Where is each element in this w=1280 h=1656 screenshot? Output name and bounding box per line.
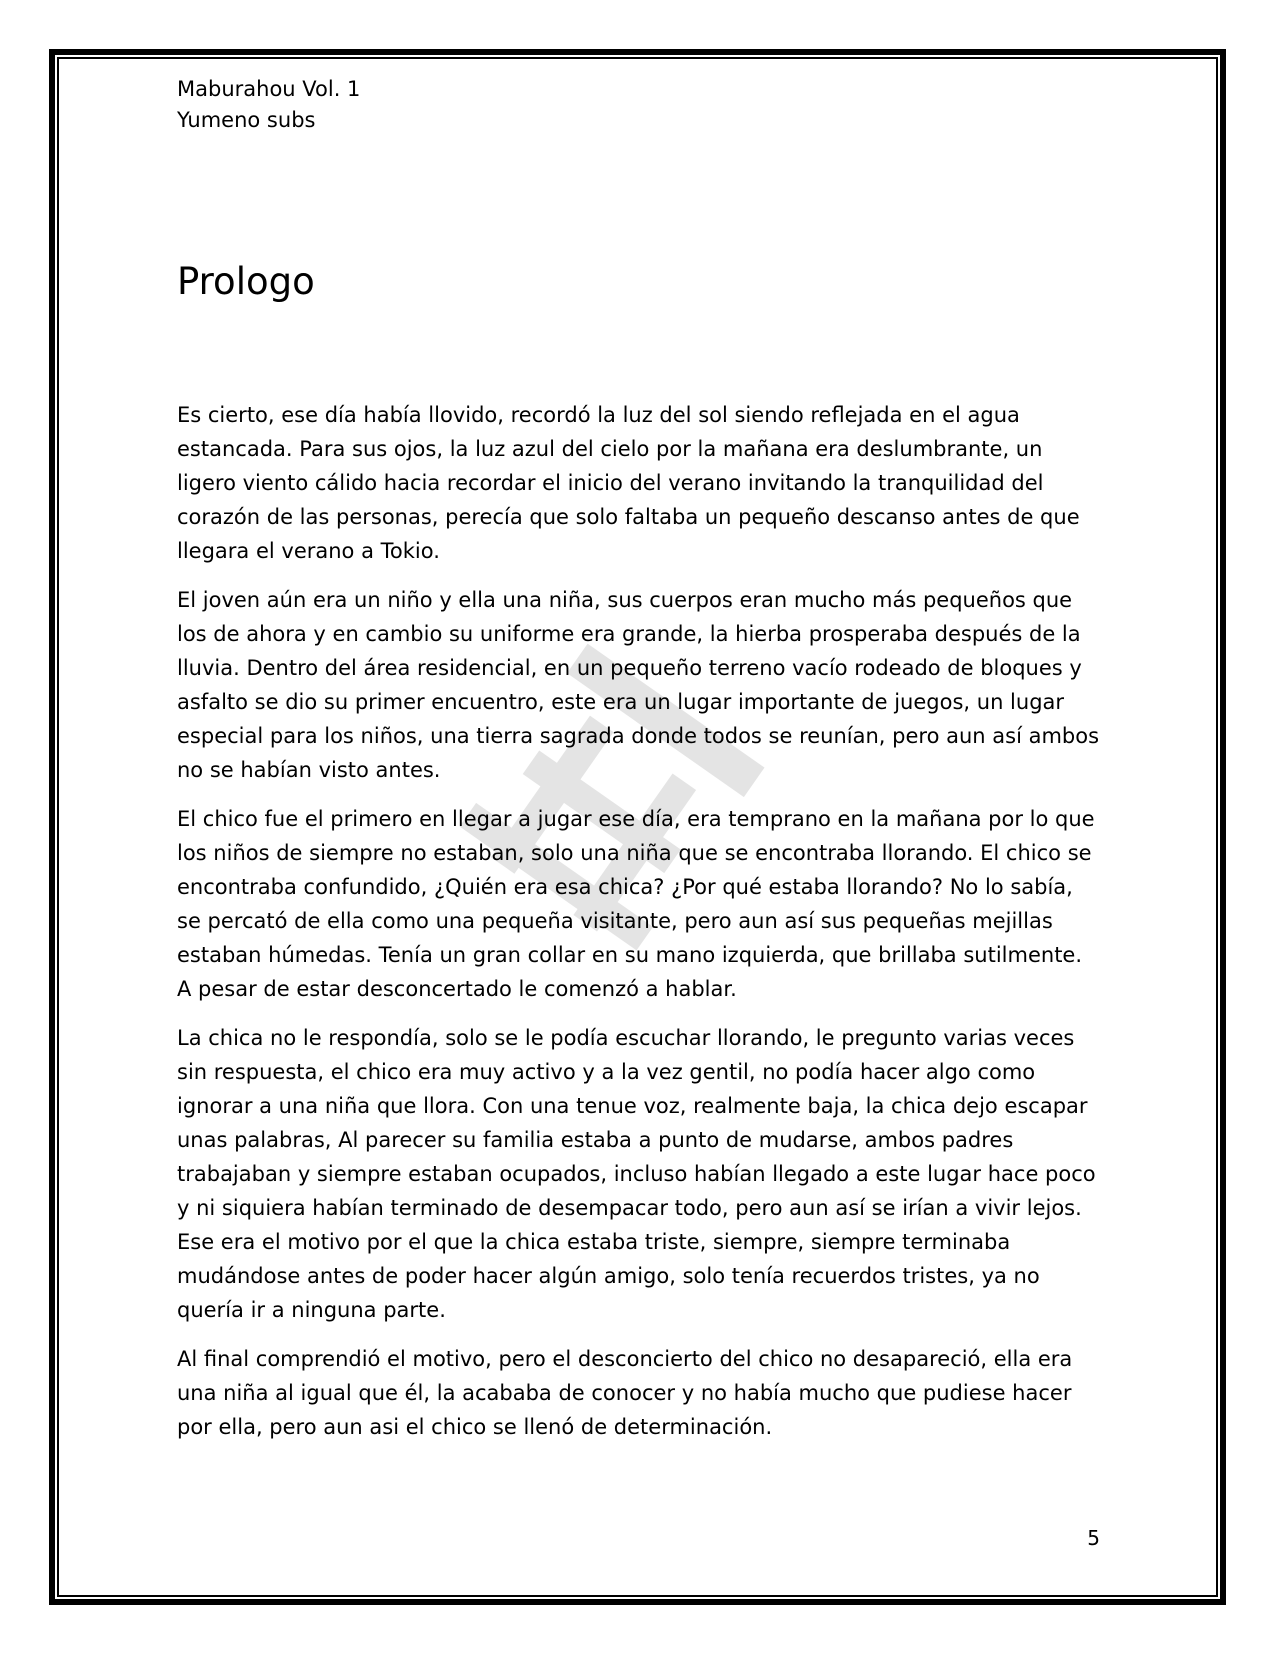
header-book-title: Maburahou Vol. 1 — [177, 77, 361, 101]
chapter-body — [177, 398, 1102, 1459]
page-number: 5 — [1087, 1526, 1100, 1550]
paragraph: Al final comprendió el motivo, pero el desconcierto del chico no desapareció, ella era una niña al igual que él, la acababa de conocer y no había mucho que pudiese hacer por ella, pero aun asi el chico se llenó de determinación. — [177, 1347, 1073, 1439]
paragraph: El joven aún era un niño y ella una niña, sus cuerpos eran mucho más pequeños que los de ahora y en cambio su uniforme era grande, la hierba prosperaba después de la lluvia. Dentro del área residencial, en un pequeño terreno vacío rodeado de bloques y asfalto se dio su primer encuentro, este era un lugar importante de juegos, un lugar especial para los niños, una tierra sagrada donde todos se reunían, pero aun así ambos no se habían visto antes. — [177, 588, 1100, 782]
chapter-title: Prologo — [177, 260, 315, 303]
header-group-name: Yumeno subs — [177, 108, 316, 132]
paragraph: Es cierto, ese día había llovido, recordó la luz del sol siendo reflejada en el agua estancada. Para sus ojos, la luz azul del cielo por la mañana era deslumbrante, un ligero viento cálido hacia recordar el inicio del verano invitando la tranquilidad del corazón de las personas, perecía que solo faltaba un pequeño descanso antes de que llegara el verano a Tokio. — [177, 403, 1080, 563]
paragraph: El chico fue el primero en llegar a jugar ese día, era temprano en la mañana por lo que los niños de siempre no estaban, solo una niña que se encontraba llorando. El chico se encontraba confundido, ¿Quién era esa chica? ¿Por qué estaba llorando? No lo sabía, se percató de ella como una pequeña visitante, pero aun así sus pequeñas mejillas estaban húmedas. Tenía un gran collar en su mano izquierda, que brillaba sutilmente. A pesar de estar desconcertado le comenzó a hablar. — [177, 807, 1095, 1001]
document-header — [177, 74, 360, 136]
paragraph: La chica no le respondía, solo se le podía escuchar llorando, le pregunto varias veces sin respuesta, el chico era muy activo y a la vez gentil, no podía hacer algo como ignorar a una niña que llora. Con una tenue voz, realmente baja, la chica dejo escapar unas palabras, Al parecer su familia estaba a punto de mudarse, ambos padres trabajaban y siempre estaban ocupados, incluso habían llegado a este lugar hace poco y ni siquiera habían terminado de desempacar todo, pero aun así se irían a vivir lejos. Ese era el motivo por el que la chica estaba triste, siempre, siempre terminaba mudándose antes de poder hacer algún amigo, solo tenía recuerdos tristes, ya no quería ir a ninguna parte. — [177, 1026, 1096, 1322]
